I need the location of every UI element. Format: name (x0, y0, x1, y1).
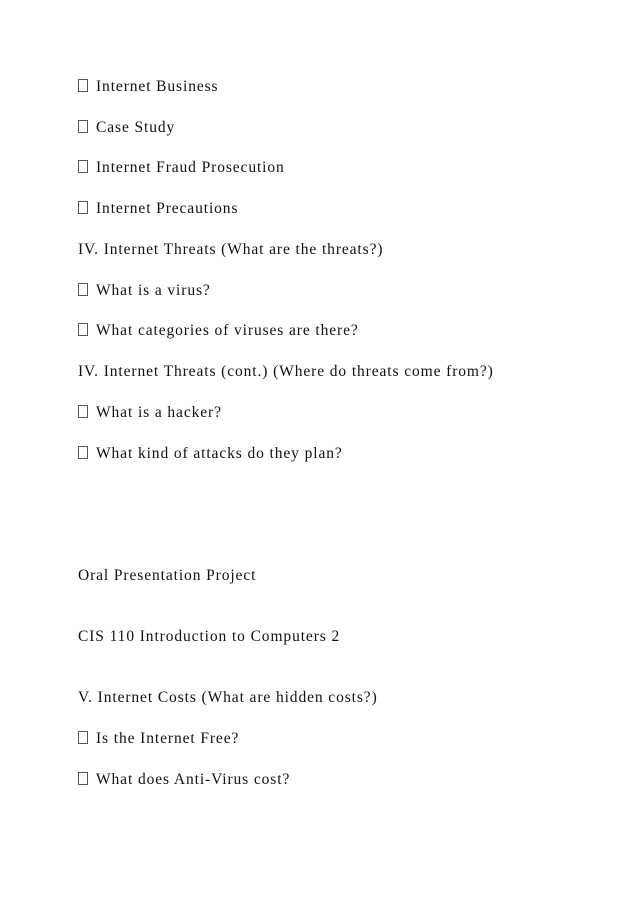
bullet-line-internet-free (78, 729, 239, 749)
bullet-box-icon (78, 283, 88, 296)
line-text: What categories of viruses are there? (96, 322, 359, 339)
line-text: What is a hacker? (96, 404, 222, 421)
bullet-line-case-study (78, 118, 175, 138)
line-text: CIS 110 Introduction to Computers 2 (78, 628, 341, 645)
line-text: Internet Business (96, 78, 219, 95)
bullet-line-what-is-a-virus (78, 281, 211, 301)
line-text: Internet Fraud Prosecution (96, 159, 285, 176)
bullet-line-internet-business (78, 77, 219, 97)
page-header-title (78, 566, 256, 586)
line-text: Case Study (96, 119, 176, 136)
line-text: Is the Internet Free? (96, 730, 240, 747)
line-text: What does Anti-Virus cost? (96, 771, 291, 788)
section-heading-internet-costs (78, 688, 378, 708)
bullet-box-icon (78, 160, 88, 173)
bullet-line-virus-categories (78, 321, 359, 341)
bullet-box-icon (78, 120, 88, 133)
bullet-box-icon (78, 79, 88, 92)
bullet-line-what-is-a-hacker (78, 403, 222, 423)
bullet-box-icon (78, 772, 88, 785)
bullet-box-icon (78, 731, 88, 744)
line-text: Internet Precautions (96, 200, 239, 217)
line-text: V. Internet Costs (What are hidden costs?) (78, 689, 378, 706)
bullet-line-attacks (78, 444, 343, 464)
bullet-line-internet-precautions (78, 199, 238, 219)
page-header-course-and-page-number (78, 627, 340, 647)
bullet-box-icon (78, 323, 88, 336)
line-text: What kind of attacks do they plan? (96, 445, 343, 462)
bullet-line-anti-virus-cost (78, 770, 290, 790)
bullet-line-internet-fraud-prosecution (78, 158, 285, 178)
line-text: What is a virus? (96, 282, 211, 299)
line-text: Oral Presentation Project (78, 567, 257, 584)
section-heading-internet-threats-cont (78, 362, 494, 382)
section-heading-internet-threats (78, 240, 383, 260)
bullet-box-icon (78, 446, 88, 459)
bullet-box-icon (78, 201, 88, 214)
bullet-box-icon (78, 405, 88, 418)
line-text: IV. Internet Threats (What are the threats?) (78, 241, 384, 258)
line-text: IV. Internet Threats (cont.) (Where do threats come from?) (78, 363, 494, 380)
